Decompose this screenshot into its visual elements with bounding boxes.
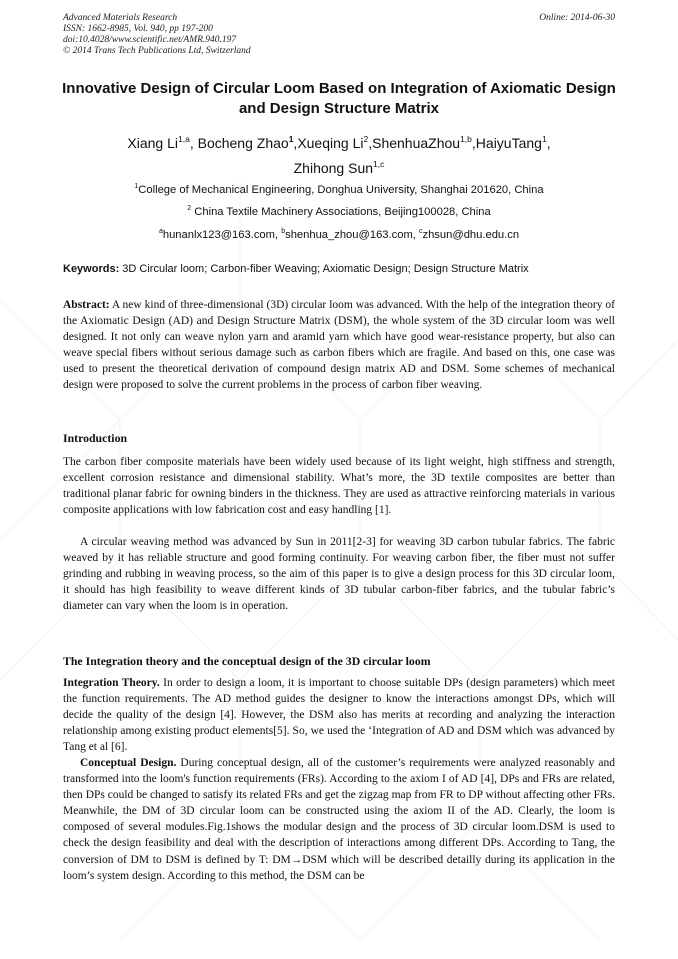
journal-name: Advanced Materials Research	[63, 13, 178, 23]
paragraph-text: In order to design a loom, it is important to choose suitable DPs (design parameters) which meet the function requirements. The AD method guides the designer to know the interactions amongst DPs, which will decide the quality of the design [4]. However, the DSM also has merits at recording and analyzing the interaction relationship among existing product elements[5]. So, we used the ‘Integration of AD and DSM which was advanced by Tang et al [6].	[63, 677, 616, 754]
affiliation-superscript: 2	[187, 205, 192, 212]
paragraph-text: During conceptual design, all of the customer’s requirements were analyzed reasonably and transformed into the loom's function requirements (FRs). According to the axiom I of AD [4], DPs and FRs are related, then DPs could be changed to satisfy its related FRs and get the zigzag map from FR to DP without affecting other FRs. Meanwhile, the DM of 3D circular loom can be constructed using the axiom II of the AD. Clearly, the loom is composed of several modules.Fig.1shows the modular design and the process of 3D circular loom.DSM is used to check the design feasibility and deal with the description of interactions among different DPs. According to Tang, the conversion of DM to DSM is defined by T: DM→DSM which will be described detailly during its application in the loom’s system design. According to this method, the DSM can be	[63, 757, 615, 882]
author-superscript: 1,a	[178, 134, 190, 144]
affiliation-text: China Textile Machinery Associations, Beijing100028, China	[191, 206, 491, 218]
journal-copyright: © 2014 Trans Tech Publications Ltd, Switzerland	[63, 46, 251, 56]
author-superscript: 1,c	[373, 159, 385, 169]
intro-paragraph-2: A circular weaving method was advanced by Sun in 2011[2-3] for weaving 3D carbon tubular fabrics. The fabric weaved by it has reliable structure and good forming continuity. For weaving carbon fiber, the fiber must not suffer grinding and rubbing in weaving process, so the aim of this paper is to give a design process for this 3D circular loom, it should has high feasibility to weave different kinds of 3D tubular carbon-fiber fabrics, and the tubular fabric’s diameter can vary when the loom is in operation.	[63, 536, 615, 613]
author-superscript: 1	[288, 134, 294, 144]
keywords-label: Keywords:	[63, 263, 120, 275]
affiliation-2	[40, 205, 638, 219]
paper-title: Innovative Design of Circular Loom Based on Integration of Axiomatic Design and Design Structure Matrix	[62, 80, 616, 117]
keywords-text: 3D Circular loom; Carbon-fiber Weaving; Axiomatic Design; Design Structure Matrix	[119, 263, 529, 275]
conceptual-design-paragraph	[63, 755, 615, 884]
author-name: Xueqing Li	[297, 135, 364, 151]
author-list: Xiang Li$^{1,a}$, Bocheng Zhao$^1$,Xueqing Li$^2$,ShenhuaZhou$^{1,b}$,HaiyuTang$^1$, Zhihong Sun$^{1,c}$	[127, 134, 551, 176]
author-name: Bocheng Zhao	[197, 135, 289, 151]
online-date: Online: 2014-06-30	[539, 13, 615, 23]
email-text: hunanlx123@163.com,	[162, 229, 282, 241]
author-name: HaiyuTang	[475, 135, 542, 151]
author-superscript: 2	[363, 134, 369, 144]
email-superscript: a	[158, 228, 163, 235]
integration-theory-paragraph	[63, 675, 615, 755]
email-text: zhsun@dhu.edu.cn	[422, 229, 520, 241]
section-heading-introduction: Introduction	[63, 431, 128, 445]
journal-issn: ISSN: 1662-8985, Vol. 940, pp 197-200	[63, 24, 213, 34]
author-name: Zhihong Sun	[293, 160, 374, 176]
abstract-label: Abstract:	[63, 299, 110, 311]
author-superscript: 1	[541, 134, 547, 144]
intro-paragraph-1: The carbon fiber composite materials have been widely used because of its light weight, high stiffness and strength, excellent corrosion resistance and dimensional stability. What’s more, the 3D textile composites are better than traditional planar fabric for owning binders in the thickness. They are used as attractive reinforcing materials in various composite applications with low fabrication cost and easy handling [1].	[63, 456, 615, 517]
abstract-text: A new kind of three-dimensional (3D) circular loom was advanced. With the help of the integration theory of the Axiomatic Design (AD) and Design Structure Matrix (DSM), the whole system of the 3D circular loom was well designed. It not only can weave nylon yarn and aramid yarn which have good wear-resistance property, but also can weave special fibers without serious damage such as carbon fibers which are fragile. And based on this, one case was used to present the theoretical derivation of compound design matrix AD and DSM. Some schemes of mechanical design were proposed to solve the current problems in the process of carbon fiber weaving.	[63, 299, 615, 392]
abstract	[63, 297, 615, 394]
journal-doi: doi:10.4028/www.scientific.net/AMR.940.197	[63, 35, 237, 45]
section-heading-integration: The Integration theory and the conceptual design of the 3D circular loom	[63, 654, 431, 668]
keywords	[63, 262, 623, 276]
affiliation-text: College of Mechanical Engineering, Donghua University, Shanghai 201620, China	[138, 184, 544, 196]
author-superscript: 1,b	[460, 134, 472, 144]
email-superscript: b	[281, 228, 286, 235]
author-name: ShenhuaZhou	[372, 135, 461, 151]
author-name: Xiang Li	[127, 135, 178, 151]
paragraph-label: Conceptual Design.	[80, 757, 177, 769]
paragraph-label: Integration Theory.	[63, 677, 160, 689]
journal-header	[63, 13, 615, 57]
email-text: shenhua_zhou@163.com,	[285, 229, 419, 241]
affiliation-superscript: 1	[134, 183, 139, 190]
author-emails	[40, 228, 638, 242]
affiliation-1	[40, 183, 638, 197]
email-superscript: c	[418, 228, 423, 235]
